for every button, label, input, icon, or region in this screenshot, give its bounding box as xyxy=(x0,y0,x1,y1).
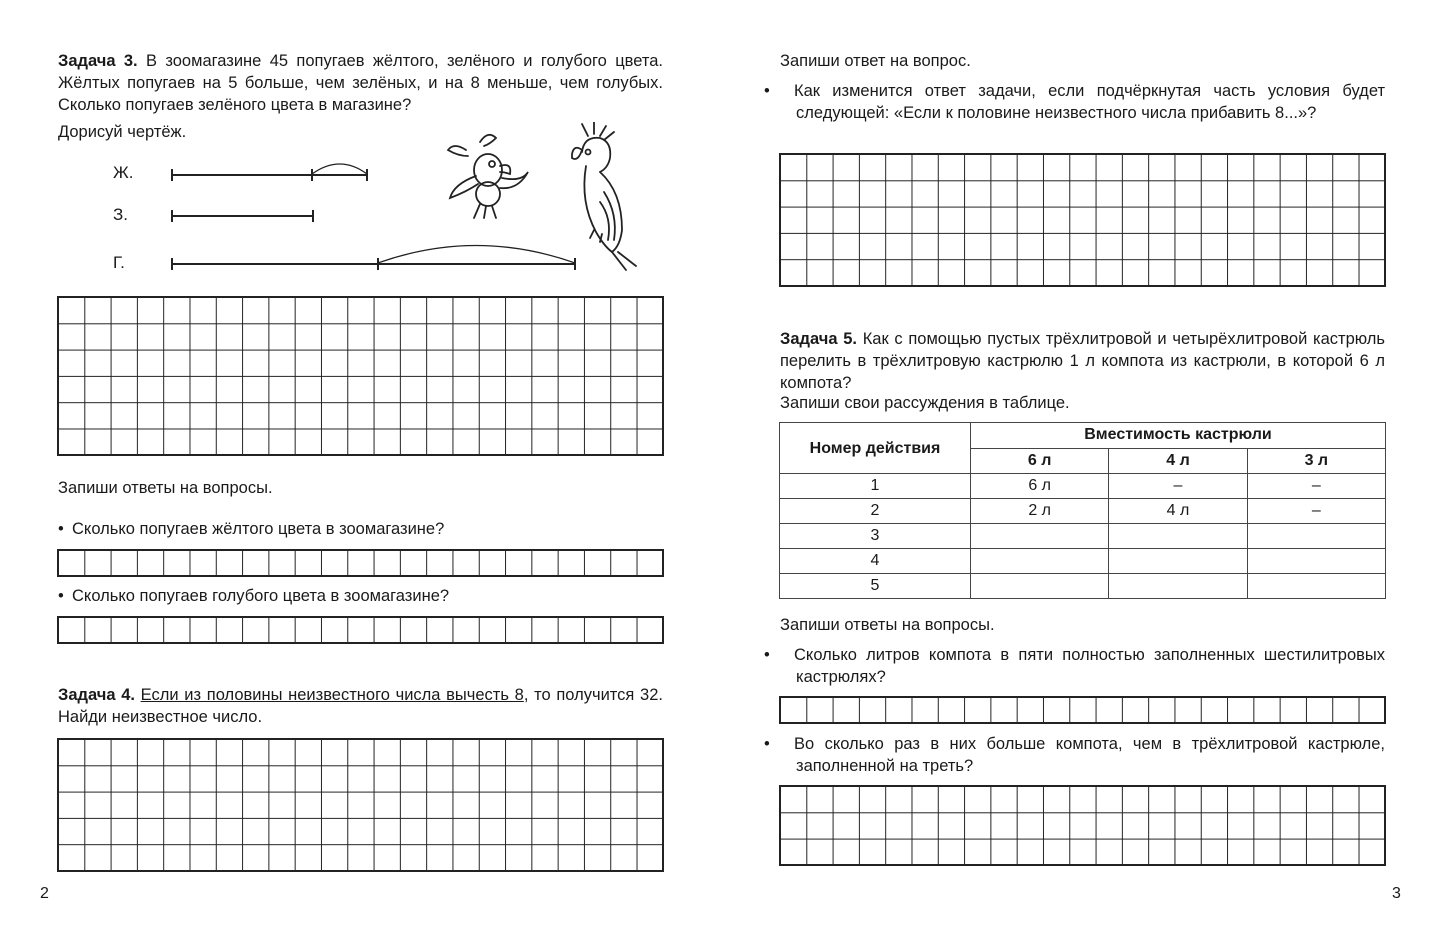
answer-strip-liters[interactable] xyxy=(779,696,1386,724)
sub-3l: 3 л xyxy=(1247,448,1385,474)
task5-title: Задача 5. xyxy=(780,330,857,348)
label-yellow: Ж. xyxy=(113,163,134,182)
task4-answer-grid[interactable] xyxy=(57,738,664,872)
draw-prompt: Дорисуй чертёж. xyxy=(58,123,187,141)
question-change: • Как изменится ответ задачи, если подчёркнутая часть условия будет следующей: «Если к половине неизвестного числа прибавить 8...»? xyxy=(764,82,1385,122)
label-blue: Г. xyxy=(113,253,125,272)
task5-text xyxy=(780,328,1385,394)
task4-rest: , то получится 32. Найди неизвестное число. xyxy=(58,686,663,726)
task4-title: Задача 4. xyxy=(58,686,135,704)
table-row: 2 2 л 4 л – xyxy=(780,499,1386,524)
answer-strip-yellow[interactable] xyxy=(57,549,664,577)
answer-strip-blue[interactable] xyxy=(57,616,664,644)
table-row: 4 xyxy=(780,549,1386,574)
table-row: 3 xyxy=(780,524,1386,549)
sub-6l: 6 л xyxy=(971,448,1109,474)
parrot-flying-illustration xyxy=(440,128,535,223)
task5-record: Запиши свои рассуждения в таблице. xyxy=(780,394,1070,412)
change-answer-grid[interactable] xyxy=(779,153,1386,287)
question-yellow: • Сколько попугаев жёлтого цвета в зоомагазине? xyxy=(58,520,445,538)
sub-4l: 4 л xyxy=(1109,448,1247,474)
task5-body: Как с помощью пустых трёхлитровой и четырёхлитровой кастрюль перелить в трёхлитровую кастрюлю 1 л компота из кастрюли, в которой 6 л компота? xyxy=(780,330,1385,392)
table-row: 5 xyxy=(780,574,1386,599)
task3-body: В зоомагазине 45 попугаев жёлтого, зелёного и голубого цвета. Жёлтых попугаев на 5 больше, чем зелёных, и на 8 меньше, чем голубых. Сколько попугаев зелёного цвета в магазине? xyxy=(58,52,663,114)
answers-prompt-left: Запиши ответы на вопросы. xyxy=(58,479,273,497)
answers-prompt-right: Запиши ответы на вопросы. xyxy=(780,616,995,634)
question-times: • Во сколько раз в них больше компота, чем в трёхлитровой кастрюле, заполненной на треть? xyxy=(764,735,1385,775)
col-action-header: Номер действия xyxy=(780,423,971,474)
question-blue: • Сколько попугаев голубого цвета в зоомагазине? xyxy=(58,587,450,605)
col-capacity-header: Вместимость кастрюли xyxy=(971,423,1386,449)
cockatoo-illustration xyxy=(560,122,640,272)
pots-table xyxy=(779,422,1386,599)
answer-grid-times[interactable] xyxy=(779,785,1386,866)
task4-underlined: Если из половины неизвестного числа вычесть 8 xyxy=(140,686,524,704)
table-row: 1 6 л – – xyxy=(780,474,1386,499)
page-number-right: 3 xyxy=(1392,885,1401,902)
answer-prompt-right: Запиши ответ на вопрос. xyxy=(780,52,971,70)
task4-text xyxy=(58,684,663,728)
question-liters: • Сколько литров компота в пяти полностью заполненных шестилитровых кастрюлях? xyxy=(764,646,1385,686)
task3-answer-grid[interactable] xyxy=(57,296,664,456)
task3-text xyxy=(58,50,663,116)
page-number-left: 2 xyxy=(40,885,49,902)
task3-title: Задача 3. xyxy=(58,52,138,70)
label-green: З. xyxy=(113,205,128,224)
